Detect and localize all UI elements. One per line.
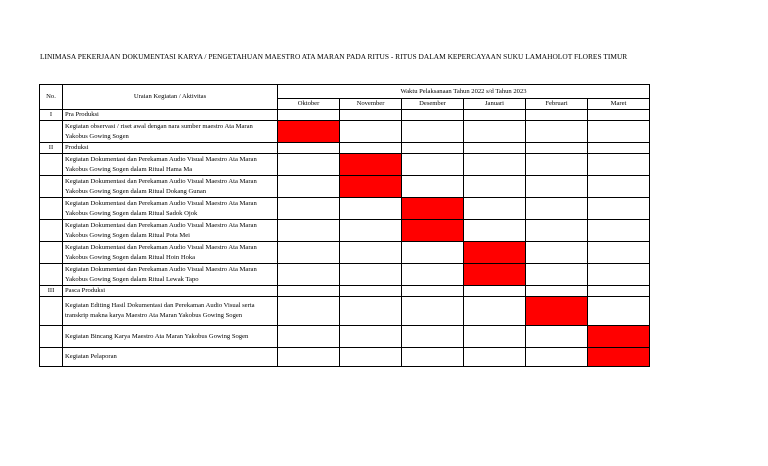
header-uraian: Uraian Kegiatan / Aktivitas xyxy=(63,85,278,110)
schedule-cell xyxy=(340,220,402,242)
month-januari: Januari xyxy=(464,99,526,110)
schedule-cell xyxy=(402,110,464,121)
row-number: II xyxy=(40,143,63,154)
schedule-cell xyxy=(402,264,464,286)
schedule-cell xyxy=(464,154,526,176)
schedule-cell xyxy=(340,326,402,348)
schedule-cell xyxy=(402,143,464,154)
schedule-cell xyxy=(464,220,526,242)
schedule-cell xyxy=(402,286,464,297)
activity-description: Kegiatan Dokumentasi dan Perekaman Audio Visual Maestro Ata Maran Yakobus Gowing Sogen dalam Ritual Lewak Tapo xyxy=(63,264,278,286)
row-number xyxy=(40,297,63,326)
section-label: Produksi xyxy=(63,143,278,154)
row-number: III xyxy=(40,286,63,297)
schedule-cell xyxy=(464,297,526,326)
schedule-cell xyxy=(340,143,402,154)
schedule-cell xyxy=(464,286,526,297)
schedule-cell xyxy=(340,198,402,220)
activity-row xyxy=(40,176,650,198)
schedule-cell xyxy=(588,220,650,242)
row-number xyxy=(40,326,63,348)
month-desember: Desember xyxy=(402,99,464,110)
schedule-cell xyxy=(526,326,588,348)
schedule-cell-active xyxy=(464,264,526,286)
activity-description: Kegiatan Bincang Karya Maestro Ata Maran Yakobus Gowing Sogen xyxy=(63,326,278,348)
schedule-cell xyxy=(278,198,340,220)
row-number xyxy=(40,121,63,143)
document-title: LINIMASA PEKERJAAN DOKUMENTASI KARYA / PENGETAHUAN MAESTRO ATA MARAN PADA RITUS - RITUS DALAM KEPERCAYAAN SUKU LAMAHOLOT FLORES TIMUR xyxy=(40,52,628,61)
schedule-cell xyxy=(278,176,340,198)
schedule-cell xyxy=(526,176,588,198)
section-row xyxy=(40,286,650,297)
schedule-cell xyxy=(278,297,340,326)
timeline-table xyxy=(39,84,650,367)
schedule-cell xyxy=(464,348,526,367)
activity-description: Kegiatan Dokumentasi dan Perekaman Audio Visual Maestro Ata Maran Yakobus Gowing Sogen dalam Ritual Hama Ma xyxy=(63,154,278,176)
timeline-body xyxy=(40,110,650,367)
schedule-cell xyxy=(526,110,588,121)
schedule-cell xyxy=(402,242,464,264)
schedule-cell xyxy=(464,121,526,143)
month-november: November xyxy=(340,99,402,110)
header-waktu: Waktu Pelaksanaan Tahun 2022 s/d Tahun 2023 xyxy=(278,85,650,99)
schedule-cell-active xyxy=(526,297,588,326)
schedule-cell xyxy=(402,326,464,348)
schedule-cell xyxy=(464,143,526,154)
activity-row xyxy=(40,242,650,264)
activity-row xyxy=(40,220,650,242)
schedule-cell xyxy=(526,154,588,176)
schedule-cell xyxy=(402,176,464,198)
schedule-cell xyxy=(278,286,340,297)
schedule-cell xyxy=(340,242,402,264)
row-number xyxy=(40,242,63,264)
row-number xyxy=(40,348,63,367)
schedule-cell xyxy=(340,297,402,326)
section-label: Pasca Produksi xyxy=(63,286,278,297)
schedule-cell-active xyxy=(464,242,526,264)
schedule-cell xyxy=(588,286,650,297)
schedule-cell xyxy=(526,286,588,297)
activity-row xyxy=(40,264,650,286)
schedule-cell xyxy=(526,143,588,154)
schedule-cell xyxy=(402,121,464,143)
row-number xyxy=(40,264,63,286)
schedule-cell xyxy=(526,348,588,367)
header-no: No. xyxy=(40,85,63,110)
schedule-cell xyxy=(588,297,650,326)
schedule-cell xyxy=(588,176,650,198)
schedule-cell xyxy=(464,198,526,220)
section-label: Pra Produksi xyxy=(63,110,278,121)
activity-description: Kegiatan Dokumentasi dan Perekaman Audio Visual Maestro Ata Maran Yakobus Gowing Sogen dalam Ritual Hoin Hoka xyxy=(63,242,278,264)
schedule-cell xyxy=(340,121,402,143)
row-number: I xyxy=(40,110,63,121)
schedule-cell xyxy=(278,154,340,176)
schedule-cell xyxy=(464,176,526,198)
month-oktober: Oktober xyxy=(278,99,340,110)
schedule-cell-active xyxy=(402,220,464,242)
schedule-cell-active xyxy=(340,154,402,176)
schedule-cell xyxy=(402,297,464,326)
schedule-cell xyxy=(278,143,340,154)
schedule-cell xyxy=(526,198,588,220)
activity-description: Kegiatan Pelaporan xyxy=(63,348,278,367)
row-number xyxy=(40,220,63,242)
row-number xyxy=(40,154,63,176)
schedule-cell xyxy=(340,348,402,367)
month-maret: Maret xyxy=(588,99,650,110)
schedule-cell xyxy=(402,348,464,367)
schedule-cell xyxy=(588,143,650,154)
schedule-cell xyxy=(340,286,402,297)
month-februari: Februari xyxy=(526,99,588,110)
schedule-cell xyxy=(278,242,340,264)
schedule-cell xyxy=(278,348,340,367)
schedule-cell xyxy=(588,264,650,286)
schedule-cell xyxy=(588,110,650,121)
activity-row xyxy=(40,121,650,143)
schedule-cell xyxy=(464,326,526,348)
row-number xyxy=(40,176,63,198)
schedule-cell xyxy=(402,154,464,176)
activity-row xyxy=(40,348,650,367)
schedule-cell-active xyxy=(588,348,650,367)
schedule-cell xyxy=(588,121,650,143)
schedule-cell xyxy=(340,264,402,286)
schedule-cell xyxy=(526,220,588,242)
activity-row xyxy=(40,154,650,176)
activity-description: Kegiatan observasi / riset awal dengan nara sumber maestro Ata Maran Yakobus Gowing Sogen xyxy=(63,121,278,143)
schedule-cell xyxy=(588,242,650,264)
row-number xyxy=(40,198,63,220)
activity-row xyxy=(40,326,650,348)
schedule-cell xyxy=(526,264,588,286)
schedule-cell-active xyxy=(588,326,650,348)
schedule-cell xyxy=(340,110,402,121)
activity-row xyxy=(40,297,650,326)
activity-row xyxy=(40,198,650,220)
activity-description: Kegiatan Editing Hasil Dokumentasi dan Perekaman Audio Visual serta transkrip makna karya Maestro Ata Maran Yakobus Gowing Sogen xyxy=(63,297,278,326)
activity-description: Kegiatan Dokumentasi dan Perekaman Audio Visual Maestro Ata Maran Yakobus Gowing Sogen dalam Ritual Dokang Gunan xyxy=(63,176,278,198)
schedule-cell-active xyxy=(402,198,464,220)
schedule-cell xyxy=(464,110,526,121)
schedule-cell-active xyxy=(278,121,340,143)
section-row xyxy=(40,143,650,154)
activity-description: Kegiatan Dokumentasi dan Perekaman Audio Visual Maestro Ata Maran Yakobus Gowing Sogen dalam Ritual Pota Mei xyxy=(63,220,278,242)
schedule-cell xyxy=(278,110,340,121)
schedule-cell xyxy=(278,264,340,286)
schedule-cell xyxy=(588,198,650,220)
schedule-cell xyxy=(278,220,340,242)
schedule-cell xyxy=(278,326,340,348)
section-row xyxy=(40,110,650,121)
schedule-cell xyxy=(588,154,650,176)
schedule-cell xyxy=(526,242,588,264)
activity-description: Kegiatan Dokumentasi dan Perekaman Audio Visual Maestro Ata Maran Yakobus Gowing Sogen dalam Ritual Sadok Ojok xyxy=(63,198,278,220)
schedule-cell xyxy=(526,121,588,143)
schedule-cell-active xyxy=(340,176,402,198)
